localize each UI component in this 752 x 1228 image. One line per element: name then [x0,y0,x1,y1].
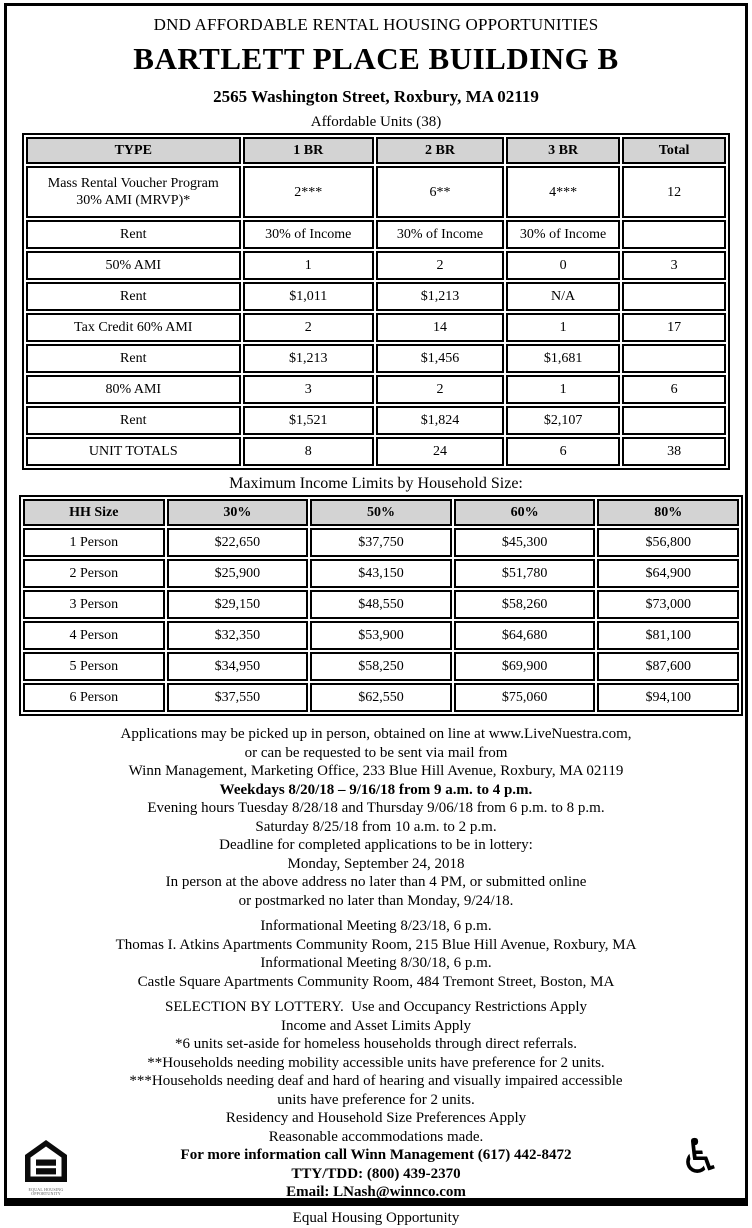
text-line: Evening hours Tuesday 8/28/18 and Thursday 9/06/18 from 6 p.m. to 8 p.m. [147,800,605,816]
text-line: Residency and Household Size Preferences Apply [225,1110,527,1126]
table-cell [622,282,726,311]
page-border-frame [4,3,748,1226]
table-cell: 17 [622,313,726,342]
table-cell: $34,950 [167,652,309,681]
table-cell: $22,650 [167,528,309,557]
table-header-row [23,499,739,526]
table-cell: 6** [376,166,504,218]
table-cell: 2 [243,313,374,342]
table-cell: $37,550 [167,683,309,712]
table-cell: $29,150 [167,590,309,619]
table-cell: $1,824 [376,406,504,435]
table-cell: $73,000 [597,590,739,619]
table-cell: 3 [243,375,374,404]
table-row [23,621,739,650]
table-row [23,590,739,619]
affordable-units-table [22,133,730,470]
table-cell: 2 [376,251,504,280]
affordable-units-caption: Affordable Units (38) [310,114,442,130]
table-row [23,652,739,681]
table-cell: $32,350 [167,621,309,650]
table-cell: $1,521 [243,406,374,435]
table-cell: $1,456 [376,344,504,373]
table-cell: N/A [506,282,620,311]
table-cell: $25,900 [167,559,309,588]
text-line: **Households needing mobility accessible units have preference for 2 units. [147,1054,605,1071]
equal-housing-logo-caption: EQUAL HOUSING OPPORTUNITY [28,1187,64,1196]
equal-housing-house-icon [24,1140,68,1182]
equal-housing-text: Equal Housing Opportunity [292,1209,460,1226]
table-cell: $69,900 [454,652,596,681]
text-line: Income and Asset Limits Apply [281,1017,471,1034]
page-title: BARTLETT PLACE BUILDING B [133,41,619,76]
lottery-section [19,998,733,1202]
table-cell: $43,150 [310,559,452,588]
table-row [26,282,726,311]
table-header-row [26,137,726,164]
table-cell: $58,250 [310,652,452,681]
table-cell: 2 [376,375,504,404]
table-cell: $1,681 [506,344,620,373]
column-header: TYPE [26,137,241,164]
table-cell: $1,213 [243,344,374,373]
table-cell: Rent [26,282,241,311]
table-cell: $62,550 [310,683,452,712]
table-row [26,251,726,280]
table-cell: 2*** [243,166,374,218]
table-cell: 30% of Income [243,220,374,249]
table-cell: 1 [506,313,620,342]
table-cell: 30% of Income [376,220,504,249]
text-line: Saturday 8/25/18 from 10 a.m. to 2 p.m. [255,818,497,835]
text-line: SELECTION BY LOTTERY. Use and Occupancy Restrictions Apply [164,999,588,1015]
table-cell: $1,213 [376,282,504,311]
column-header: 50% [310,499,452,526]
table-cell: Rent [26,220,241,249]
column-header: HH Size [23,499,165,526]
table-cell: 50% AMI [26,251,241,280]
table-row [26,344,726,373]
income-limits-caption: Maximum Income Limits by Household Size: [229,475,523,492]
table-row [26,220,726,249]
table-cell: $1,011 [243,282,374,311]
table-cell: Tax Credit 60% AMI [26,313,241,342]
table-cell: $58,260 [454,590,596,619]
table-cell: 24 [376,437,504,466]
table-row [23,559,739,588]
table-cell: 6 [506,437,620,466]
text-line: TTY/TDD: (800) 439-2370 [291,1165,461,1182]
table-cell: Rent [26,406,241,435]
table-row [26,375,726,404]
column-header: 60% [454,499,596,526]
text-line: or can be requested to be sent via mail from [244,744,508,761]
table-cell: $56,800 [597,528,739,557]
table-cell: 0 [506,251,620,280]
equal-housing-logo [22,1140,70,1196]
program-header: DND AFFORDABLE RENTAL HOUSING OPPORTUNITIES [153,15,599,34]
text-line: Monday, September 24, 2018 [287,855,465,872]
table-cell: 12 [622,166,726,218]
text-line: or postmarked no later than Monday, 9/24/18. [238,892,514,909]
table-cell: UNIT TOTALS [26,437,241,466]
table-cell: $64,680 [454,621,596,650]
table-cell: $81,100 [597,621,739,650]
table-cell: $87,600 [597,652,739,681]
text-line: Weekdays 8/20/18 – 9/16/18 from 9 a.m. to 4 p.m. [219,781,533,798]
text-line: ***Households needing deaf and hard of hearing and visually impaired accessible [129,1073,623,1089]
page-content [7,6,745,1226]
text-line: Winn Management, Marketing Office, 233 Blue Hill Avenue, Roxbury, MA 02119 [128,763,624,779]
table-cell: $75,060 [454,683,596,712]
table-cell: $94,100 [597,683,739,712]
table-row [26,166,726,218]
text-line: Deadline for completed applications to be in lottery: [219,837,533,853]
text-line: Applications may be picked up in person, obtained on line at www.LiveNuestra.com, [120,726,632,742]
table-cell: $51,780 [454,559,596,588]
table-cell: $2,107 [506,406,620,435]
text-line: Informational Meeting 8/23/18, 6 p.m. [260,918,492,934]
column-header: 80% [597,499,739,526]
meetings-section [19,917,733,991]
text-line: *6 units set-aside for homeless households through direct referrals. [175,1036,577,1052]
table-cell: 5 Person [23,652,165,681]
table-cell: 3 [622,251,726,280]
column-header: 30% [167,499,309,526]
table-row [26,437,726,466]
table-cell: 1 [506,375,620,404]
table-cell: $53,900 [310,621,452,650]
table-cell: 14 [376,313,504,342]
table-cell: Rent [26,344,241,373]
table-cell: 6 [622,375,726,404]
table-cell: 3 Person [23,590,165,619]
table-cell [622,220,726,249]
table-cell [622,406,726,435]
table-row [26,406,726,435]
table-cell: 4*** [506,166,620,218]
text-line: Thomas I. Atkins Apartments Community Room, 215 Blue Hill Avenue, Roxbury, MA [115,936,637,953]
text-line: Email: LNash@winnco.com [286,1184,466,1200]
table-row [26,313,726,342]
table-cell: 1 Person [23,528,165,557]
wheelchair-accessibility-icon: ♿ [678,1129,722,1185]
application-info-section [19,725,733,910]
table-cell: 4 Person [23,621,165,650]
text-line: In person at the above address no later than 4 PM, or submitted online [165,874,587,890]
table-cell: Mass Rental Voucher Program 30% AMI (MRVP)* [26,166,241,218]
table-cell: $45,300 [454,528,596,557]
table-cell: 2 Person [23,559,165,588]
table-cell: 30% of Income [506,220,620,249]
column-header: Total [622,137,726,164]
table-cell: 38 [622,437,726,466]
text-line: For more information call Winn Management (617) 442-8472 [180,1147,572,1163]
table-cell [622,344,726,373]
table-row [23,528,739,557]
property-address: 2565 Washington Street, Roxbury, MA 02119 [213,87,539,106]
text-line: Castle Square Apartments Community Room, 484 Tremont Street, Boston, MA [137,973,615,990]
text-line: Reasonable accommodations made. [268,1128,484,1145]
column-header: 3 BR [506,137,620,164]
table-cell: 6 Person [23,683,165,712]
text-line: units have preference for 2 units. [277,1091,475,1108]
table-cell: 1 [243,251,374,280]
table-cell: 8 [243,437,374,466]
table-cell: $48,550 [310,590,452,619]
table-cell: 80% AMI [26,375,241,404]
table-cell: $64,900 [597,559,739,588]
column-header: 2 BR [376,137,504,164]
column-header: 1 BR [243,137,374,164]
text-line: Informational Meeting 8/30/18, 6 p.m. [260,955,492,971]
table-row [23,683,739,712]
table-cell: $37,750 [310,528,452,557]
body-text [19,725,733,1228]
income-limits-table [19,495,743,716]
